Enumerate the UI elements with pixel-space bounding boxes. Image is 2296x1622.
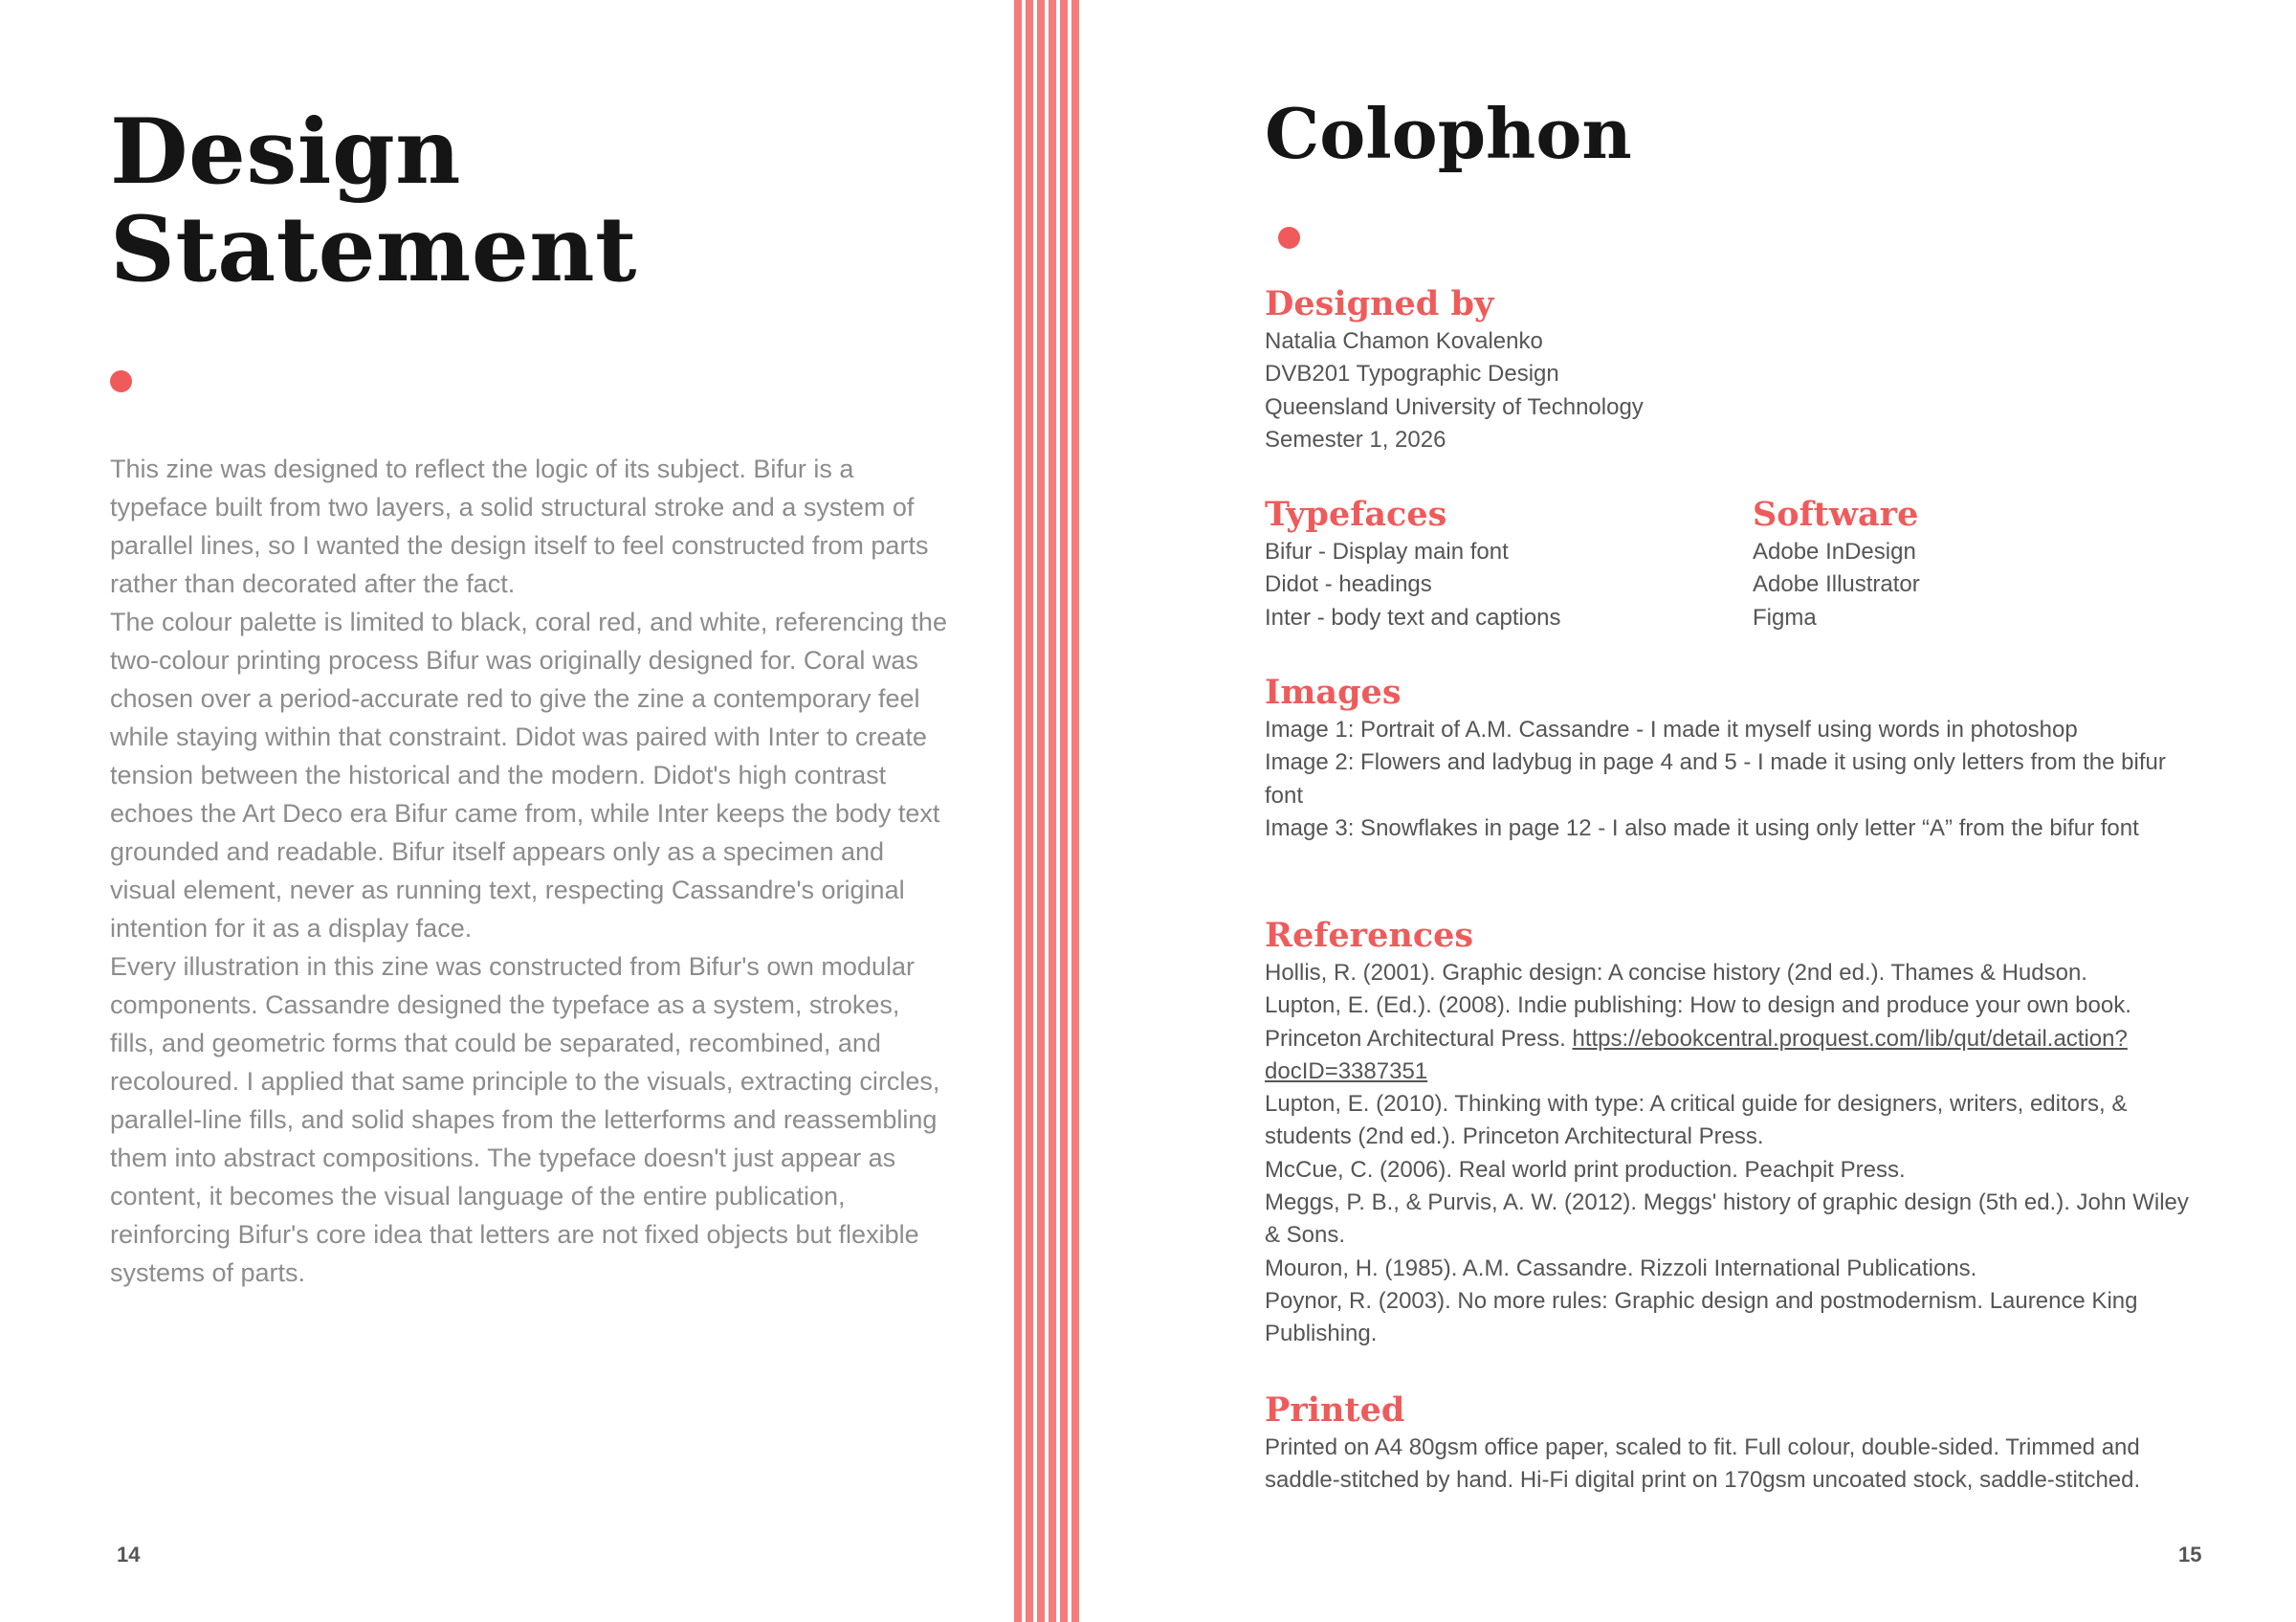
reference-item: Poynor, R. (2003). No more rules: Graphic design and postmodernism. Laurence King Publishing. [1265,1287,2138,1347]
reference-item: Hollis, R. (2001). Graphic design: A concise history (2nd ed.). Thames & Hudson. [1265,960,2087,986]
design-statement-title: Design Statement [110,100,637,302]
software-section [1753,494,2135,634]
statement-paragraph: Every illustration in this zine was constructed from Bifur's own modular components. Cassandre designed the typeface as a system, strokes, fills, and geometric forms that could be separated, recombined, and recoloured. I applied that same principle to the visuals, extracting circles, parallel-line fills, and solid shapes from the letterforms and reassembling them into abstract compositions. The typeface doesn't just appear as content, it becomes the visual language of the entire publication, reinforcing Bifur's core idea that letters are not fixed objects but flexible systems of parts. [110,952,940,1287]
printed-section [1265,1389,2197,1498]
printed-heading: Printed [1265,1390,1405,1430]
list-item: Bifur - Display main font [1265,539,1509,565]
reference-link[interactable]: https://ebookcentral.proquest.com/lib/qut/detail.action?docID=3387351 [1265,1025,2128,1084]
references-section [1265,915,2197,1351]
list-item: Adobe InDesign [1753,539,1916,565]
course-name: DVB201 Typographic Design [1265,361,1559,388]
designed-by-section [1265,283,1934,456]
page-number-right: 15 [2178,1543,2202,1566]
images-section [1265,672,2197,845]
statement-paragraph: This zine was designed to reflect the logic of its subject. Bifur is a typeface built from two layers, a solid structural stroke and a system of parallel lines, so I wanted the design itself to feel constructed from parts rather than decorated after the fact. [110,455,929,598]
typefaces-heading: Typefaces [1265,495,1447,534]
references-list [1265,957,2197,1351]
list-item: Figma [1753,604,1817,631]
statement-paragraph: The colour palette is limited to black, coral red, and white, referencing the two-colour printing process Bifur was originally designed for. Coral was chosen over a period-accurate red to give the zine a contemporary feel while staying within that constraint. Didot was paired with Inter to create tension between the historical and the modern. Didot's high contrast echoes the Art Deco era Bifur came from, while Inter keeps the body text grounded and readable. Bifur itself appears only as a specimen and visual element, never as running text, respecting Cassandre's original intention for it as a display face. [110,608,947,943]
list-item: Didot - headings [1265,571,1432,598]
coral-dot-decoration [1278,227,1300,249]
university-name: Queensland University of Technology [1265,393,1644,420]
typefaces-lines [1265,536,1724,634]
list-item: Image 3: Snowflakes in page 12 - I also made it using only letter “A” from the bifur font [1265,814,2139,841]
references-heading: References [1265,916,1474,955]
images-heading: Images [1265,673,1402,712]
colophon-title: Colophon [1265,93,1632,174]
printed-text: Printed on A4 80gsm office paper, scaled to fit. Full colour, double-sided. Trimmed and saddle-stitched by hand. Hi-Fi digital print on 170gsm uncoated stock, saddle-stitched. [1265,1434,2141,1494]
software-lines [1753,536,2135,634]
list-item: Image 2: Flowers and ladybug in page 4 and 5 - I made it using only letters from the bifur font [1265,749,2166,809]
reference-item: Meggs, P. B., & Purvis, A. W. (2012). Meggs' history of graphic design (5th ed.). John Wiley & Sons. [1265,1189,2189,1249]
semester: Semester 1, 2026 [1265,426,1446,453]
list-item: Image 1: Portrait of A.M. Cassandre - I made it myself using words in photoshop [1265,717,2078,743]
reference-text: Lupton, E. (Ed.). (2008). Indie publishing: How to design and produce your own book. Princeton Architectural Press. [1265,992,2131,1052]
list-item: Inter - body text and captions [1265,604,1561,631]
reference-item [1265,989,2197,1088]
reference-item: Mouron, H. (1985). A.M. Cassandre. Rizzoli International Publications. [1265,1255,1977,1281]
software-heading: Software [1753,495,1919,534]
designed-by-lines [1265,325,1934,456]
reference-item: Lupton, E. (2010). Thinking with type: A critical guide for designers, writers, editors, & students (2nd ed.). Princeton Architectural Press. [1265,1091,2128,1150]
page-number-left: 14 [117,1543,141,1566]
typefaces-section [1265,494,1724,634]
reference-item: McCue, C. (2006). Real world print production. Peachpit Press. [1265,1156,1906,1183]
list-item: Adobe Illustrator [1753,571,1920,598]
images-lines [1265,714,2197,845]
designer-name: Natalia Chamon Kovalenko [1265,328,1543,354]
designed-by-heading: Designed by [1265,284,1494,323]
